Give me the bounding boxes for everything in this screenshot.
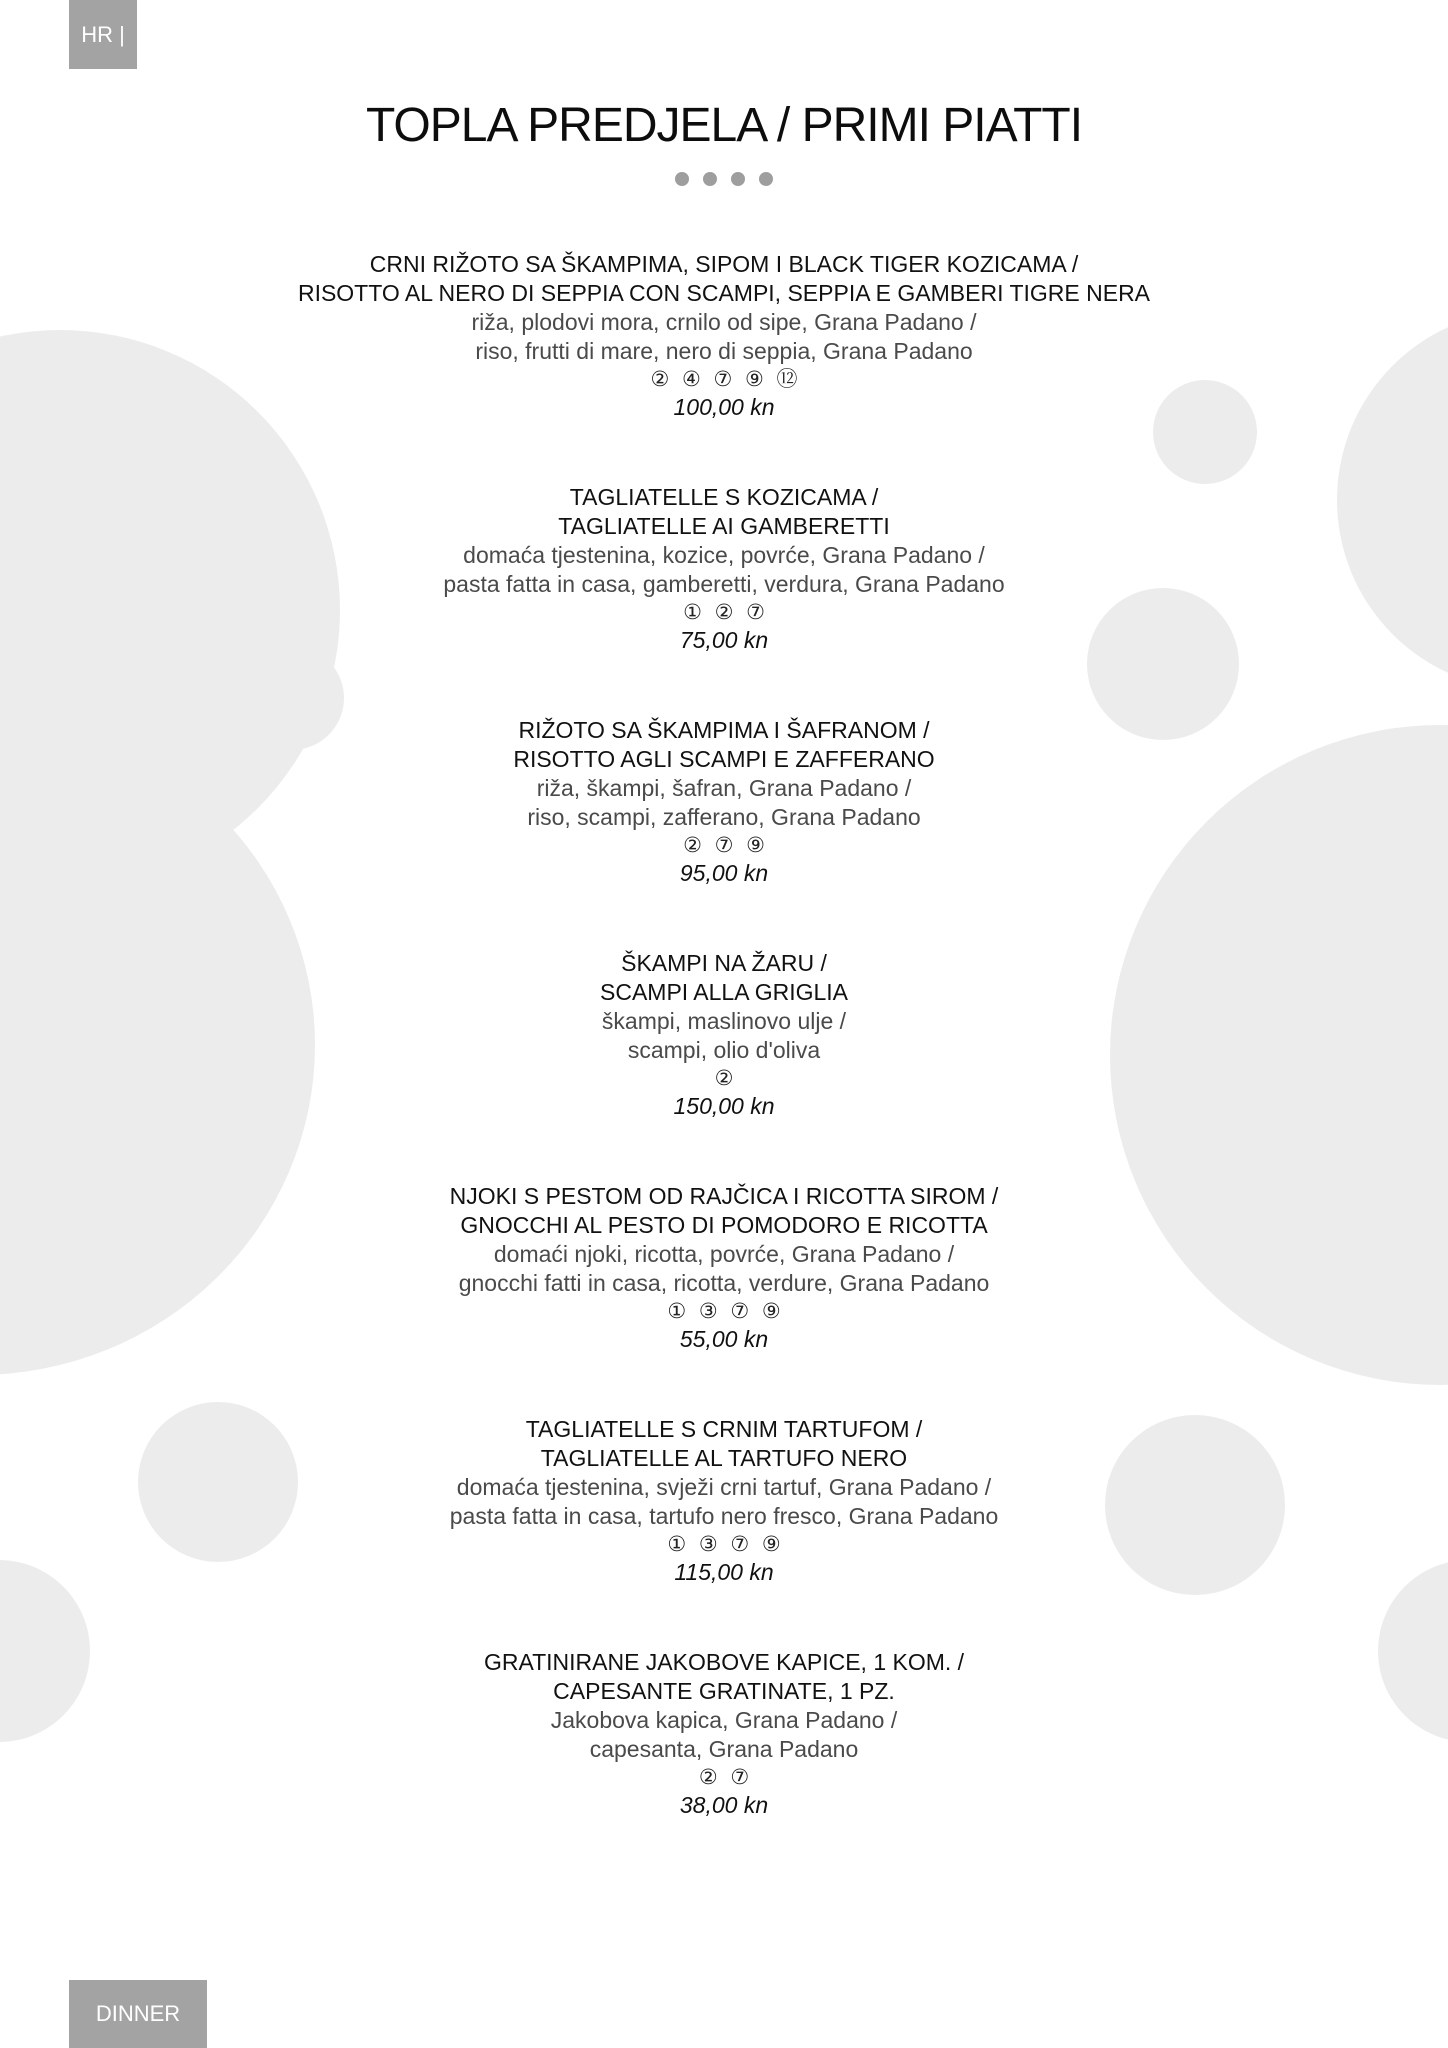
item-price: 95,00 kn [679,860,769,886]
item-name-it: SCAMPI ALLA GRIGLIA [600,979,848,1005]
divider-dot [675,172,689,186]
allergen-numbers: ② ⑦ ⑨ [683,833,765,857]
item-description-it: pasta fatta in casa, tartufo nero fresco, Grana Padano [449,1503,999,1529]
item-description-it: pasta fatta in casa, gamberetti, verdura, Grana Padano [443,571,1005,597]
item-description-it: capesanta, Grana Padano [589,1736,859,1762]
item-price: 100,00 kn [673,394,775,420]
allergen-numbers: ① ③ ⑦ ⑨ [667,1532,781,1556]
allergen-numbers: ② [714,1066,734,1090]
item-name-hr: ŠKAMPI NA ŽARU / [621,950,827,976]
menu-item [0,716,1448,949]
title-divider-dots [0,172,1448,186]
item-description-hr: riža, plodovi mora, crnilo od sipe, Grana Padano / [471,309,977,335]
item-name-it: RISOTTO AL NERO DI SEPPIA CON SCAMPI, SEPPIA E GAMBERI TIGRE NERA [297,280,1151,306]
menu-item [0,1415,1448,1648]
item-description-hr: domaća tjestenina, kozice, povrće, Grana Padano / [463,542,985,568]
item-name-hr: TAGLIATELLE S KOZICAMA / [569,484,879,510]
item-name-it: RISOTTO AGLI SCAMPI E ZAFFERANO [513,746,935,772]
language-tab[interactable]: HR | IT [69,0,137,69]
item-price: 38,00 kn [679,1792,769,1818]
item-description-it: scampi, olio d'oliva [627,1037,821,1063]
item-name-it: TAGLIATELLE AL TARTUFO NERO [540,1445,908,1471]
allergen-numbers: ① ③ ⑦ ⑨ [667,1299,781,1323]
item-price: 75,00 kn [679,627,769,653]
divider-dot [703,172,717,186]
item-name-hr: RIŽOTO SA ŠKAMPIMA I ŠAFRANOM / [518,717,930,743]
item-description-it: riso, scampi, zafferano, Grana Padano [527,804,921,830]
section-tab-dinner[interactable]: DINNER [69,1980,207,2048]
menu-item [0,250,1448,483]
menu-item [0,1182,1448,1415]
item-name-hr: NJOKI S PESTOM OD RAJČICA I RICOTTA SIROM / [449,1183,999,1209]
divider-dot [759,172,773,186]
item-description-it: gnocchi fatti in casa, ricotta, verdure, Grana Padano [458,1270,990,1296]
item-name-it: CAPESANTE GRATINATE, 1 PZ. [553,1678,895,1704]
menu-item [0,949,1448,1182]
menu-item [0,1648,1448,1881]
item-description-hr: domaći njoki, ricotta, povrće, Grana Padano / [493,1241,955,1267]
item-description-hr: škampi, maslinovo ulje / [601,1008,847,1034]
allergen-numbers: ② ⑦ [698,1765,750,1789]
item-name-hr: CRNI RIŽOTO SA ŠKAMPIMA, SIPOM I BLACK TIGER KOZICAMA / [369,251,1079,277]
item-name-hr: GRATINIRANE JAKOBOVE KAPICE, 1 KOM. / [483,1649,965,1675]
allergen-numbers: ① ② ⑦ [683,600,765,624]
item-name-it: TAGLIATELLE AI GAMBERETTI [558,513,890,539]
item-description-hr: riža, škampi, šafran, Grana Padano / [536,775,912,801]
menu-item [0,483,1448,716]
item-name-hr: TAGLIATELLE S CRNIM TARTUFOM / [525,1416,923,1442]
item-price: 55,00 kn [679,1326,769,1352]
item-name-it: GNOCCHI AL PESTO DI POMODORO E RICOTTA [460,1212,988,1238]
item-description-hr: Jakobova kapica, Grana Padano / [550,1707,898,1733]
allergen-numbers: ② ④ ⑦ ⑨ ⑫ [650,367,798,391]
item-price: 115,00 kn [674,1559,774,1585]
divider-dot [731,172,745,186]
item-description-it: riso, frutti di mare, nero di seppia, Grana Padano [475,338,973,364]
item-price: 150,00 kn [673,1093,775,1119]
item-description-hr: domaća tjestenina, svježi crni tartuf, Grana Padano / [456,1474,992,1500]
menu-list [0,250,1448,1881]
page-title: TOPLA PREDJELA / PRIMI PIATTI [365,99,1083,152]
